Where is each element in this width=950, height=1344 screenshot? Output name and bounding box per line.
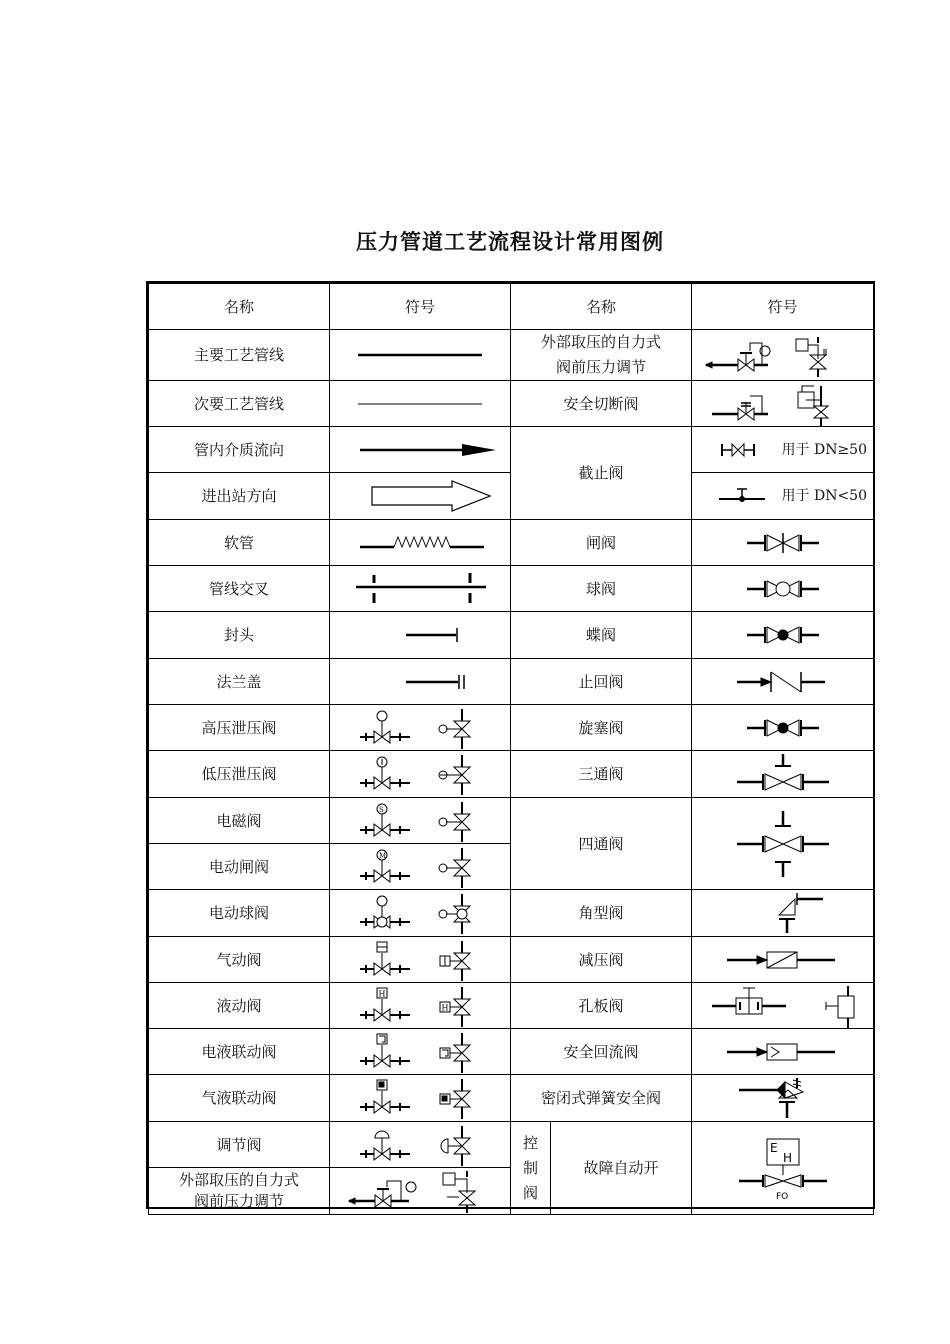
legend-name: 闸阀 (511, 520, 692, 566)
solenoid-valve-icon (340, 800, 500, 842)
legend-name: 密闭式弹簧安全阀 (511, 1075, 692, 1122)
legend-symbol (330, 983, 511, 1029)
legend-symbol (692, 427, 874, 473)
legend-name: 液动阀 (149, 983, 330, 1029)
table-row (149, 705, 874, 751)
control-char-3: 阀 (522, 1183, 538, 1202)
header-name-left: 名称 (149, 284, 330, 330)
hydraulic-valve-icon (340, 985, 500, 1027)
legend-symbol (330, 751, 511, 798)
outline-arrow-icon (340, 479, 500, 513)
table-row (149, 798, 874, 844)
legend-symbol (692, 612, 874, 659)
legend-symbol (692, 566, 874, 612)
gas-hydraulic-valve-icon (340, 1077, 500, 1119)
legend-symbol (330, 659, 511, 705)
legend-name: 截止阀 (511, 427, 692, 520)
flow-arrow-icon (340, 440, 500, 460)
page-title: 压力管道工艺流程设计常用图例 (356, 230, 664, 254)
globe-valve-small (692, 485, 873, 507)
ball-valve-icon (743, 576, 823, 602)
thick-line-icon (340, 345, 500, 365)
table-row (149, 330, 874, 381)
fail-open-label-e: E (769, 1141, 778, 1155)
check-valve-icon (733, 669, 833, 695)
legend-name: 电动闸阀 (149, 844, 330, 890)
legend-name: 旋塞阀 (511, 705, 692, 751)
legend-symbol (692, 751, 874, 798)
electric-gate-valve-icon (340, 846, 500, 888)
legend-name: 高压泄压阀 (149, 705, 330, 751)
table-row (149, 1122, 874, 1168)
pipe-crossing-icon (340, 569, 500, 609)
legend-name (149, 1168, 330, 1215)
legend-symbol (330, 330, 511, 381)
legend-symbol (330, 612, 511, 659)
spring-safety-valve-icon (733, 1076, 833, 1120)
legend-name: 三通阀 (511, 751, 692, 798)
table-row (149, 1075, 874, 1122)
header-symbol-left: 符号 (330, 284, 511, 330)
legend-symbol (692, 705, 874, 751)
legend-name: 气液联动阀 (149, 1075, 330, 1122)
table-row (149, 520, 874, 566)
control-valve-label-cell (511, 1122, 551, 1215)
legend-symbol (330, 520, 511, 566)
electro-hydraulic-valve-icon (340, 1031, 500, 1073)
fail-open-label-h: H (782, 1151, 792, 1165)
legend-symbol (330, 1122, 511, 1168)
legend-name: 故障自动开 (551, 1122, 692, 1215)
legend-symbol (330, 427, 511, 473)
legend-name: 电液联动阀 (149, 1029, 330, 1075)
legend-name: 安全切断阀 (511, 381, 692, 427)
legend-name: 管内介质流向 (149, 427, 330, 473)
four-way-valve-icon (733, 809, 833, 879)
legend-symbol (692, 1122, 874, 1215)
hose-spring-icon (340, 531, 500, 555)
legend-symbol (692, 983, 874, 1029)
globe-valve-large (692, 439, 873, 461)
legend-name-line1: 外部取压的自力式 (178, 1171, 299, 1189)
legend-symbol (692, 1075, 874, 1122)
pressure-reducing-valve-icon (723, 947, 843, 973)
legend-name: 次要工艺管线 (149, 381, 330, 427)
legend-name: 调节阀 (149, 1122, 330, 1168)
fail-open-label-fo: FO (775, 1192, 788, 1201)
gate-valve-icon (743, 530, 823, 556)
table-header-row (149, 284, 874, 330)
legend-symbol (330, 937, 511, 983)
legend-symbol (692, 330, 874, 381)
electric-ball-valve-icon (340, 892, 500, 934)
table-row (149, 983, 874, 1029)
table-row (149, 381, 874, 427)
legend-name: 止回阀 (511, 659, 692, 705)
legend-name: 主要工艺管线 (149, 330, 330, 381)
legend-name: 气动阀 (149, 937, 330, 983)
legend-name-line2: 阀前压力调节 (193, 1192, 284, 1210)
table-row (149, 427, 874, 473)
table-row (149, 937, 874, 983)
legend-symbol (330, 1029, 511, 1075)
self-operated-regulator-icon (335, 1169, 505, 1213)
legend-name: 低压泄压阀 (149, 751, 330, 798)
legend-symbol (692, 937, 874, 983)
small-globe-valve-icon (715, 486, 771, 506)
butterfly-valve-icon (743, 622, 823, 648)
legend-symbol (330, 705, 511, 751)
legend-name: 电动球阀 (149, 890, 330, 937)
legend-symbol (692, 890, 874, 937)
legend-name-line2: 阀前压力调节 (556, 358, 647, 376)
table-row (149, 659, 874, 705)
high-pressure-relief-valve-icon (340, 707, 500, 749)
svg-text:S: S (379, 805, 384, 814)
legend-name-line1: 外部取压的自力式 (541, 333, 662, 351)
legend-name: 封头 (149, 612, 330, 659)
fail-open-valve-icon (733, 1135, 833, 1201)
legend-name (511, 330, 692, 381)
control-char-2: 制 (522, 1158, 538, 1177)
control-char-1: 控 (522, 1133, 538, 1152)
legend-name: 法兰盖 (149, 659, 330, 705)
pneumatic-valve-icon (340, 939, 500, 981)
flange-cover-icon (340, 672, 500, 692)
low-pressure-relief-valve-icon (340, 753, 500, 795)
orifice-plate-icon (698, 984, 868, 1028)
end-cap-icon (340, 625, 500, 645)
legend-symbol (330, 844, 511, 890)
legend-name: 软管 (149, 520, 330, 566)
dn-large-note: 用于 DN≥50 (781, 441, 867, 458)
safety-shutoff-valve-icon (698, 382, 868, 426)
legend-symbol (330, 890, 511, 937)
plug-valve-icon (743, 715, 823, 741)
control-valve-icon (340, 1124, 500, 1166)
legend-name: 安全回流阀 (511, 1029, 692, 1075)
legend-name: 减压阀 (511, 937, 692, 983)
legend-name: 管线交叉 (149, 566, 330, 612)
thin-line-icon (340, 394, 500, 414)
legend-symbol (330, 798, 511, 844)
legend-symbol (330, 381, 511, 427)
legend-name: 四通阀 (511, 798, 692, 890)
table-row (149, 890, 874, 937)
globe-valve-icon (718, 440, 768, 460)
legend-symbol (330, 473, 511, 520)
table-row (149, 751, 874, 798)
legend-symbol (692, 659, 874, 705)
legend-name: 孔板阀 (511, 983, 692, 1029)
table-row (149, 566, 874, 612)
header-name-right: 名称 (511, 284, 692, 330)
svg-text:M: M (379, 851, 387, 860)
legend-name: 角型阀 (511, 890, 692, 937)
legend-symbol (330, 1168, 511, 1215)
legend-symbol (692, 1029, 874, 1075)
legend-name: 蝶阀 (511, 612, 692, 659)
header-symbol-right: 符号 (692, 284, 874, 330)
legend-symbol (692, 473, 874, 520)
dn-small-note: 用于 DN<50 (781, 488, 867, 504)
legend-symbol (692, 798, 874, 890)
legend-symbol (330, 1075, 511, 1122)
legend-symbol (330, 566, 511, 612)
table-row (149, 612, 874, 659)
svg-text:H: H (441, 1003, 449, 1012)
three-way-valve-icon (733, 752, 833, 796)
legend-name: 电磁阀 (149, 798, 330, 844)
angle-valve-icon (733, 891, 833, 935)
safety-return-valve-icon (723, 1039, 843, 1065)
svg-text:H: H (378, 989, 386, 998)
legend-symbol (692, 381, 874, 427)
table-row (149, 1029, 874, 1075)
self-operated-regulator-icon (698, 333, 868, 377)
legend-name: 球阀 (511, 566, 692, 612)
legend-symbol (692, 520, 874, 566)
legend-table (148, 283, 874, 1215)
legend-name: 进出站方向 (149, 473, 330, 520)
